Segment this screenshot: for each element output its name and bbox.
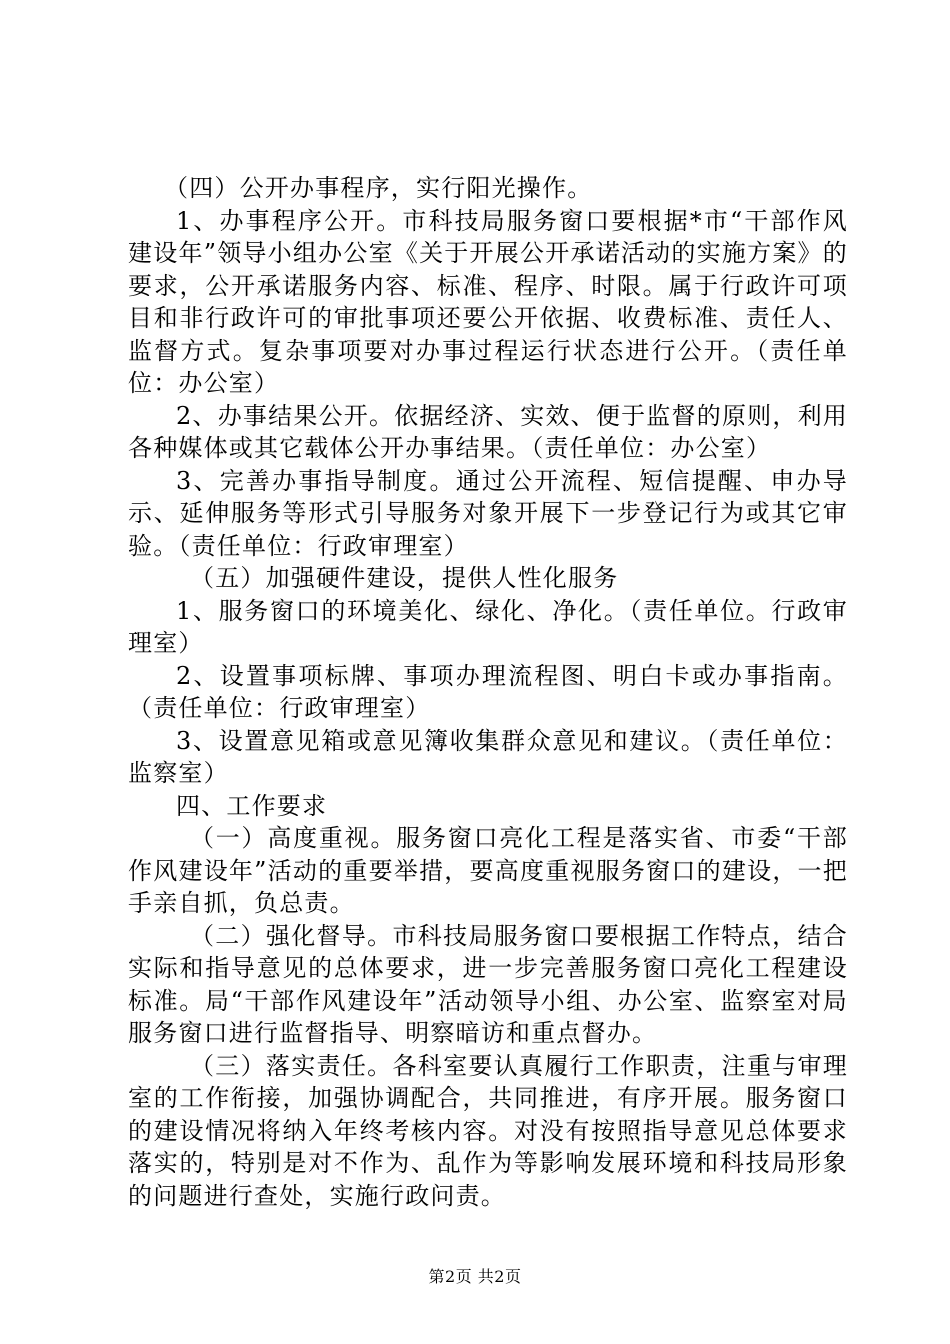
- chapter-heading-work-requirements: 四、工作要求: [176, 791, 328, 820]
- section-heading-4: （四）公开办事程序，实行阳光操作。: [164, 174, 593, 202]
- paragraph-window-environment: 1、服务窗口的环境美化、绿化、净化。（责任单位。行政审理室）: [128, 596, 848, 657]
- paragraph-signage: 2、设置事项标牌、事项办理流程图、明白卡或办事指南。（责任单位：行政审理室）: [128, 661, 848, 722]
- paragraph-high-priority: （一）高度重视。服务窗口亮化工程是落实省、市委“干部作风建设年”活动的重要举措，要高度重视服务窗口的建设，一把手亲自抓，负总责。: [128, 824, 848, 917]
- paragraph-result-disclosure: 2、办事结果公开。依据经济、实效、便于监督的原则，利用各种媒体或其它载体公开办事结果。（责任单位：办公室）: [128, 401, 848, 462]
- paragraph-suggestion-box: 3、设置意见箱或意见簿收集群众意见和建议。（责任单位：监察室）: [128, 726, 848, 787]
- page-footer: 第2页 共2页: [428, 1267, 522, 1286]
- paragraph-guidance-system: 3、完善办事指导制度。通过公开流程、短信提醒、申办导示、延伸服务等形式引导服务对象开展下一步登记行为或其它审验。（责任单位：行政审理室）: [128, 466, 848, 560]
- paragraph-procedure-disclosure: 1、办事程序公开。市科技局服务窗口要根据*市“干部作风建设年”领导小组办公室《关于开展公开承诺活动的实施方案》的要求，公开承诺服务内容、标准、程序、时限。属于行政许可项目和非行政许可的审批事项还要公开依据、收费标准、责任人、监督方式。复杂事项要对办事过程运行状态进行公开。（责任单位：办公室）: [128, 206, 848, 397]
- document-body: [128, 172, 848, 1212]
- paragraph-responsibility: （三）落实责任。各科室要认真履行工作职责，注重与审理室的工作衔接，加强协调配合，共同推进，有序开展。服务窗口的建设情况将纳入年终考核内容。对没有按照指导意见总体要求落实的，特别是对不作为、乱作为等影响发展环境和科技局形象的问题进行查处，实施行政问责。: [128, 1051, 848, 1210]
- paragraph-supervision: （二）强化督导。市科技局服务窗口要根据工作特点，结合实际和指导意见的总体要求，进一步完善服务窗口亮化工程建设标准。局“干部作风建设年”活动领导小组、办公室、监察室对局服务窗口进行监督指导、明察暗访和重点督办。: [128, 921, 848, 1047]
- section-heading-5: （五）加强硬件建设，提供人性化服务: [190, 564, 619, 592]
